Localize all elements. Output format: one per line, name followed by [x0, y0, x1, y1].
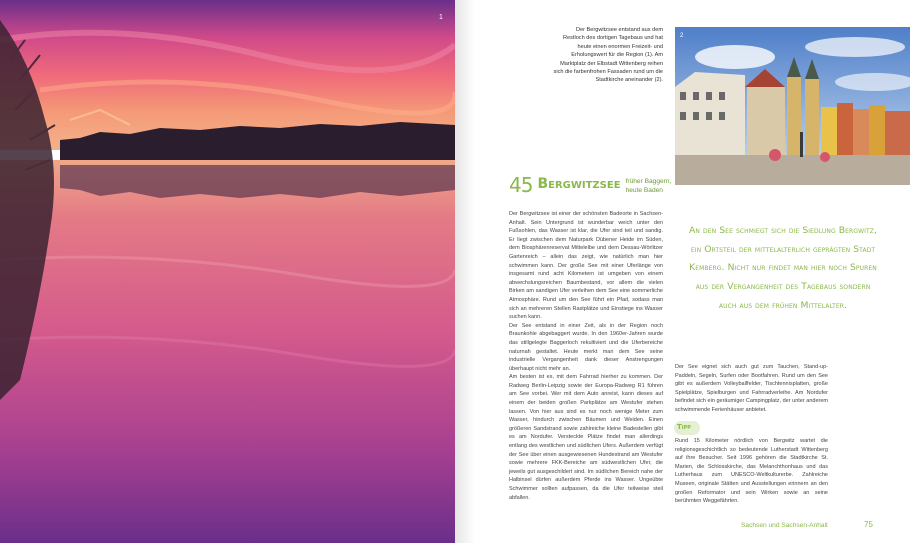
tip-paragraph: Rund 15 Kilometer nördlich von Bergwitz wartet die religionsgeschichtlich so bedeutende Lutherstadt Wittenberg auf ihre Besucher. Seit 1996 gehören die Stadtkirche St. Marien, die Schlosskirche, das Melanchthonhaus und das Lutherhaus zum UNESCO-Weltkulturerbe. Zahlreiche Museen, originale Stätten und Ausstellungen erinnern an den großen Reformator und sein Wirken sowie an seine berühmten Weggefährten.: [675, 438, 828, 505]
page-number: 75: [864, 520, 873, 529]
body-paragraph: Am besten ist es, mit dem Fahrrad hierher zu kommen. Der Radweg Berlin-Leipzig sowie der Europa-Radweg R1 führen am See vorbei. Wer mit dem Auto anreist, kann dieses auf einem der beiden großen Parkplätze am Westufer stehen lassen. Von hier aus sind es nur noch wenige Meter zum Wasser, hindurch zwischen Bäumen und Weiden. Einen größeren Sandstrand sowie zahlreiche kleine Badestellen gibt es am Nordufer. Versteckte Plätze findet man allerdings entlang des westlichen und südlichen Ufers. Außerdem verfügt der See über einen ausgewiesenen Hundestrand am Westufer sowie mehrere FKK-Bereiche am südwestlichen Ufer, die jeweils gut ausgeschildert sind. Im südlichen Bereich nahe der Halbinsel dürfen außerdem Pferde ins Wasser. Ungeübte Schwimmer sollten aufpassen, da die Ufer teilweise steil abfallen.: [509, 374, 663, 501]
photo-number-1: 1: [439, 14, 443, 21]
tip-label: Tipp: [677, 423, 691, 431]
tip-text: [675, 437, 828, 506]
article-heading: [509, 174, 686, 204]
pull-quote: An den See schmiegt sich die Siedlung Bergwitz, ein Ortsteil der mittelalterlich geprägten Stadt Kemberg. Nicht nur findet man hier noch Spuren aus der Vergangenheit des Tagebaus sondern auch aus dem frühen Mittelalter.: [689, 225, 877, 311]
article-subtitle: früher Baggern, heute Baden: [625, 178, 672, 194]
body-paragraph: Der See eignet sich auch gut zum Tauchen, Stand-up-Paddeln, Segeln, Surfen oder Bootfahren. Rund um den See gibt es außerdem Volleyballfelder, Tischtennisplatten, große Spielplätze, Spielburgen und Fahrradverleihe. Am Nordufer befindet sich ein geräumiger Campingplatz, der unter anderem schwimmende Ferienhäuser anbietet.: [675, 364, 828, 413]
article-title: Bergwitzsee: [537, 176, 621, 192]
running-footer: Sachsen und Sachsen-Anhalt: [741, 522, 828, 529]
photo-caption: Der Bergwitzsee entstand aus dem Restloch des dortigen Tagebaus und hat heute einen enormen Freizeit- und Erholungswert für die Region (1). Am Marktplatz der Elbstadt Wittenberg reihen sich die farbenfrohen Fassaden rund um die Stadtkirche aneinander (2).: [553, 27, 663, 84]
body-column-right: [675, 363, 828, 415]
article-number: 45: [509, 173, 533, 197]
photo-number-2: 2: [680, 33, 684, 39]
wittenberg-market-square-photo: [675, 27, 910, 185]
body-paragraph: Der See entstand in einer Zeit, als in der Region noch Braunkohle abgebaggert wurde. In den 1960er-Jahren wurde das stillgelegte Baggerloch rekultiviert und die Uferbereiche naturnah gestaltet. Heute merkt man dem See seine industrielle Vergangenheit dank dieser Anstrengungen überhaupt nicht mehr an.: [509, 322, 663, 372]
body-column-left: [509, 210, 663, 502]
body-paragraph: Der Bergwitzsee ist einer der schönsten Badeorte in Sachsen-Anhalt. Sein Untergrund ist wunderbar weich unter den Fußsohlen, das Wasser ist klar, die Ufer sind teil und sandig. Er liegt zwischen dem Naturpark Dübener Heide im Süden, dem Biosphärenreservat Mittelelbe und dem Dessau-Wörlitzer Gartenreich – allein das zeigt, wie natürlich man hier schwimmen kann. Der große See mit einer Uferlänge von insgesamt rund acht Kilometern ist umgeben von einem abwechslungsreichen Baumbestand, vor allem die vielen Birken am sandigen Ufer verleihen dem See eine sommerliche Atmosphäre. Rund um den See führt ein Pfad, sodass man sich an mehreren Stellen Rastplätze und Einstiege ins Wasser suchen kann.: [509, 211, 663, 321]
gutter-shadow: [455, 0, 475, 543]
